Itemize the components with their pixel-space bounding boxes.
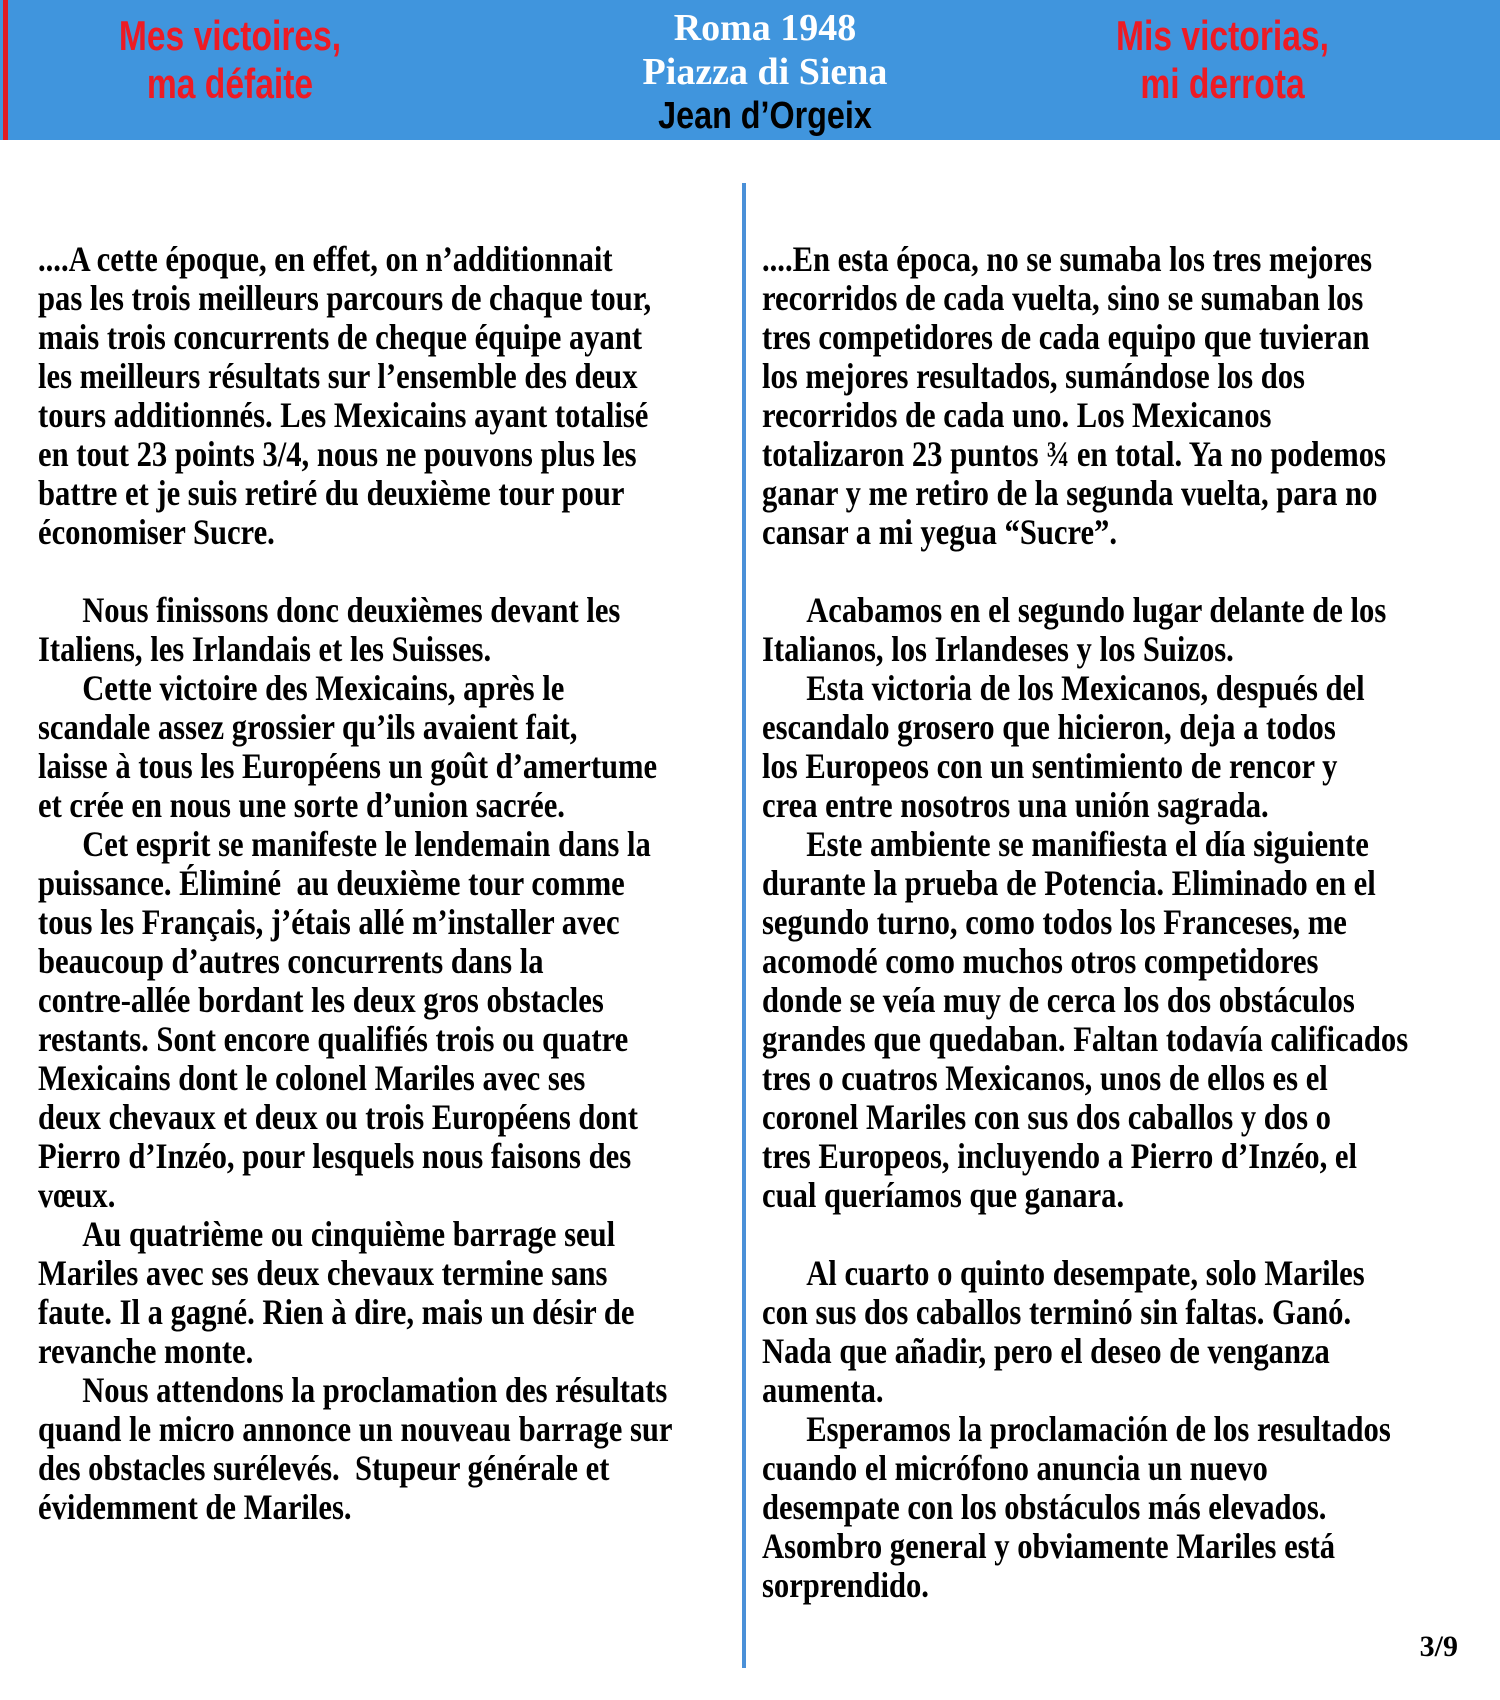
text-line: tous les Français, j’étais allé m’installer avec (38, 902, 620, 942)
spanish-paragraph-1 (762, 240, 1500, 552)
spanish-title-line2: mi derrota (1140, 60, 1305, 107)
text-line: vœux. (38, 1175, 116, 1215)
page-number: 3/9 (1419, 1630, 1458, 1663)
text-line: des obstacles surélevés. Stupeur générale et (38, 1448, 610, 1488)
blank-line (762, 1215, 1408, 1254)
spanish-title-line1: Mis victorias, (1116, 12, 1329, 59)
text-line: et crée en nous une sorte d’union sacrée. (38, 785, 565, 825)
event-venue: Piazza di Siena (642, 51, 888, 93)
text-line: Cet esprit se manifeste le lendemain dans la (82, 824, 651, 864)
french-paragraph-3 (38, 669, 798, 825)
author-name: Jean d’Orgeix (658, 95, 872, 137)
french-paragraph-1 (38, 240, 798, 552)
text-line: en tout 23 points 3/4, nous ne pouvons plus les (38, 434, 637, 474)
french-paragraph-2 (38, 591, 798, 669)
blank-line (762, 552, 1408, 591)
text-line: beaucoup d’autres concurrents dans la (38, 941, 544, 981)
text-line: tres competidores de cada equipo que tuvieran (762, 317, 1370, 357)
text-line: Asombro general y obviamente Mariles está (762, 1526, 1336, 1566)
french-text-column (38, 240, 798, 1527)
text-line: tres Europeos, incluyendo a Pierro d’Inzéo, el (762, 1136, 1357, 1176)
text-line: pas les trois meilleurs parcours de chaque tour, (38, 278, 652, 318)
text-line: crea entre nosotros una unión sagrada. (762, 785, 1269, 825)
text-line: Esperamos la proclamación de los resultados (806, 1409, 1391, 1449)
text-line: Cette victoire des Mexicains, après le (82, 668, 565, 708)
header-title-french (55, 12, 405, 108)
text-line: contre-allée bordant les deux gros obstacles (38, 980, 604, 1020)
text-line: battre et je suis retiré du deuxième tour pour (38, 473, 625, 513)
french-title-line2: ma défaite (146, 60, 314, 107)
text-line: Italiens, les Irlandais et les Suisses. (38, 629, 492, 669)
blank-line (38, 552, 684, 591)
text-line: Mexicains dont le colonel Mariles avec ses (38, 1058, 586, 1098)
text-line: cuando el micrófono anuncia un nuevo (762, 1448, 1268, 1488)
text-line: con sus dos caballos terminó sin faltas. Ganó. (762, 1292, 1352, 1332)
text-line: desempate con los obstáculos más elevados. (762, 1487, 1327, 1527)
text-line: Nous attendons la proclamation des résultats (82, 1370, 668, 1410)
text-line: ....En esta época, no se sumaba los tres mejores (762, 239, 1372, 279)
text-line: los Europeos con un sentimiento de rencor y (762, 746, 1338, 786)
text-line: les meilleurs résultats sur l’ensemble des deux (38, 356, 638, 396)
text-line: laisse à tous les Européens un goût d’amertume (38, 746, 658, 786)
text-line: Este ambiente se manifiesta el día siguiente (806, 824, 1369, 864)
text-line: Acabamos en el segundo lugar delante de los (806, 590, 1387, 630)
text-line: ganar y me retiro de la segunda vuelta, para no (762, 473, 1378, 513)
french-paragraph-4 (38, 825, 798, 1215)
text-line: cansar a mi yegua “Sucre”. (762, 512, 1118, 552)
text-line: revanche monte. (38, 1331, 254, 1371)
french-paragraph-6 (38, 1371, 798, 1527)
header-title-center (565, 6, 965, 138)
text-line: Mariles avec ses deux chevaux termine sans (38, 1253, 608, 1293)
text-line: Au quatrième ou cinquième barrage seul (82, 1214, 616, 1254)
text-line: quand le micro annonce un nouveau barrage sur (38, 1409, 673, 1449)
text-line: cual queríamos que ganara. (762, 1175, 1125, 1215)
text-line: ....A cette époque, en effet, on n’additionnait (38, 239, 613, 279)
spanish-text-column (762, 240, 1500, 1605)
text-line: escandalo grosero que hicieron, deja a todos (762, 707, 1336, 747)
text-line: Al cuarto o quinto desempate, solo Mariles (806, 1253, 1365, 1293)
text-line: grandes que quedaban. Faltan todavía calificados (762, 1019, 1409, 1059)
event-name: Roma 1948 (673, 7, 857, 49)
text-line: acomodé como muchos otros competidores (762, 941, 1319, 981)
text-line: Esta victoria de los Mexicanos, después del (806, 668, 1365, 708)
text-line: segundo turno, como todos los Franceses, me (762, 902, 1347, 942)
text-line: sorprendido. (762, 1565, 929, 1605)
spanish-paragraph-5 (762, 1254, 1500, 1410)
spanish-paragraph-6 (762, 1410, 1500, 1605)
text-line: économiser Sucre. (38, 512, 275, 552)
spanish-paragraph-3 (762, 669, 1500, 825)
text-line: los mejores resultados, sumándose los dos (762, 356, 1305, 396)
text-line: deux chevaux et deux ou trois Européens dont (38, 1097, 638, 1137)
french-paragraph-5 (38, 1215, 798, 1371)
text-line: coronel Mariles con sus dos caballos y dos o (762, 1097, 1331, 1137)
text-line: recorridos de cada uno. Los Mexicanos (762, 395, 1272, 435)
text-line: mais trois concurrents de cheque équipe ayant (38, 317, 643, 357)
text-line: tours additionnés. Les Mexicains ayant totalisé (38, 395, 649, 435)
text-line: restants. Sont encore qualifiés trois ou quatre (38, 1019, 629, 1059)
spanish-paragraph-2 (762, 591, 1500, 669)
text-line: Italianos, los Irlandeses y los Suizos. (762, 629, 1234, 669)
text-line: évidemment de Mariles. (38, 1487, 352, 1527)
header-left-red-stripe (3, 0, 8, 140)
text-line: recorridos de cada vuelta, sino se sumaban los (762, 278, 1364, 318)
header-banner (0, 0, 1500, 140)
spanish-paragraph-4 (762, 825, 1500, 1215)
text-line: puissance. Éliminé au deuxième tour comme (38, 863, 625, 903)
text-line: aumenta. (762, 1370, 884, 1410)
text-line: Nada que añadir, pero el deseo de venganza (762, 1331, 1330, 1371)
text-line: donde se veía muy de cerca los dos obstáculos (762, 980, 1355, 1020)
french-title-line1: Mes victoires, (118, 12, 342, 59)
text-line: faute. Il a gagné. Rien à dire, mais un désir de (38, 1292, 635, 1332)
text-line: tres o cuatros Mexicanos, unos de ellos es el (762, 1058, 1328, 1098)
header-title-spanish (1040, 12, 1405, 108)
text-line: scandale assez grossier qu’ils avaient fait, (38, 707, 578, 747)
text-line: Pierro d’Inzéo, pour lesquels nous faisons des (38, 1136, 632, 1176)
text-line: totalizaron 23 puntos ¾ en total. Ya no podemos (762, 434, 1386, 474)
text-line: Nous finissons donc deuxièmes devant les (82, 590, 621, 630)
text-line: durante la prueba de Potencia. Eliminado en el (762, 863, 1376, 903)
